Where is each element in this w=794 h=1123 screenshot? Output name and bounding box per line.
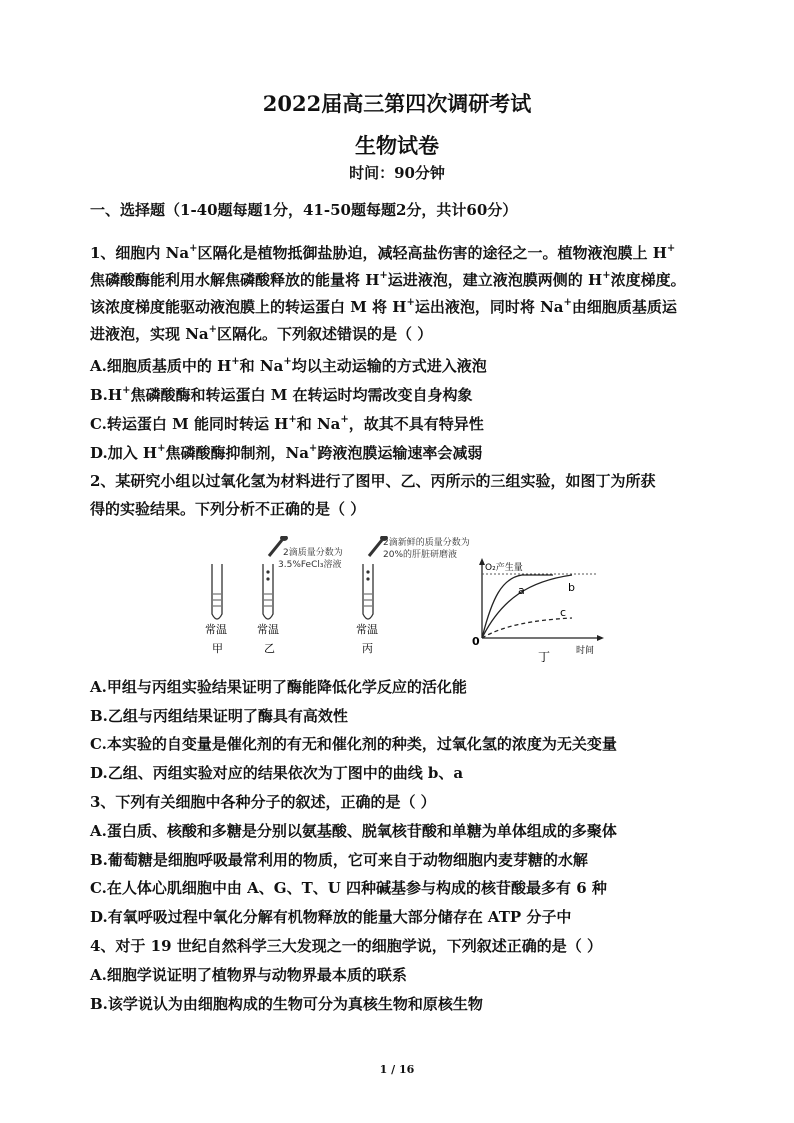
q2-option-d: D.乙组、丙组实验对应的结果依次为丁图中的曲线 b、a	[90, 764, 464, 782]
q3-option-b: B.葡萄糖是细胞呼吸最常利用的物质，它可来自于动物细胞内麦芽糖的水解	[90, 851, 588, 869]
q2-option-a: A.甲组与丙组实验结果证明了酶能降低化学反应的活化能	[90, 678, 467, 696]
q1-option-b: B.H+焦磷酸酶和转运蛋白 M 在转运时均需改变自身构象	[90, 385, 473, 404]
y-axis-label: O₂产生量	[485, 563, 523, 573]
q2-line-1: 2、某研究小组以过氧化氢为材料进行了图甲、乙、丙所示的三组实验，如图丁为所获	[90, 472, 656, 490]
curve-c	[482, 618, 572, 638]
dropper-label-yi-2: 3.5%FeCl₃溶液	[278, 560, 342, 570]
condition-yi: 常温	[257, 623, 279, 636]
q3-option-c: C.在人体心肌细胞中由 A、G、T、U 四种碱基参与构成的核苷酸最多有 6 种	[90, 879, 607, 897]
test-tube-jia	[212, 564, 222, 619]
q2-option-b: B.乙组与丙组结果证明了酶具有高效性	[90, 707, 348, 725]
q4-option-b: B.该学说认为由细胞构成的生物可分为真核生物和原核生物	[90, 995, 483, 1013]
dropper-label-bing-2: 20%的肝脏研磨液	[383, 550, 458, 560]
section-heading: 一、选择题（1-40题每题1分，41-50题每题2分，共计60分）	[90, 201, 518, 219]
q1-option-a: A.细胞质基质中的 H+和 Na+均以主动运输的方式进入液泡	[90, 356, 487, 375]
subject-title: 生物试卷	[355, 133, 439, 158]
curve-b-label: b	[568, 581, 575, 594]
q3-stem: 3、下列有关细胞中各种分子的叙述，正确的是（ ）	[90, 793, 436, 811]
q1-line-4: 进液泡，实现 Na+区隔化。下列叙述错误的是（ ）	[90, 324, 433, 343]
page-number: 1 / 16	[379, 1063, 415, 1076]
q1-option-c: C.转运蛋白 M 能同时转运 H+和 Na+，故其不具有特异性	[90, 414, 484, 433]
experiment-figure	[200, 536, 620, 664]
curve-a-label: a	[518, 584, 525, 597]
q1-line-1: 1、细胞内 Na+区隔化是植物抵御盐胁迫，减轻高盐伤害的途径之一。植物液泡膜上 H+	[90, 243, 676, 262]
q1-option-d: D.加入 H+焦磷酸酶抑制剂，Na+跨液泡膜运输速率会减弱	[90, 443, 483, 462]
label-bing: 丙	[362, 642, 373, 655]
test-tube-bing	[363, 564, 373, 619]
q1-line-3: 该浓度梯度能驱动液泡膜上的转运蛋白 M 将 H+运出液泡，同时将 Na+由细胞质基质运	[90, 297, 677, 316]
origin-label: 0	[472, 635, 480, 648]
dropper-label-yi-1: 2滴质量分数为	[283, 548, 343, 558]
label-yi: 乙	[264, 642, 275, 655]
condition-bing: 常温	[356, 623, 378, 636]
q1-line-2: 焦磷酸酶能利用水解焦磷酸释放的能量将 H+运进液泡，建立液泡膜两侧的 H+浓度梯度。	[90, 270, 686, 289]
label-ding: 丁	[538, 650, 551, 664]
q4-option-a: A.细胞学说证明了植物界与动物界最本质的联系	[90, 966, 407, 984]
exam-title: 2022届高三第四次调研考试	[262, 91, 532, 116]
q4-stem: 4、对于 19 世纪自然科学三大发现之一的细胞学说，下列叙述正确的是（ ）	[90, 937, 602, 955]
q3-option-a: A.蛋白质、核酸和多糖是分别以氨基酸、脱氧核苷酸和单糖为单体组成的多聚体	[90, 822, 617, 840]
curve-b	[482, 575, 572, 638]
test-tube-yi	[263, 564, 273, 619]
condition-jia: 常温	[205, 623, 227, 636]
x-axis-label: 时间	[576, 646, 595, 656]
time-limit: 时间：90分钟	[349, 164, 445, 182]
q3-option-d: D.有氧呼吸过程中氧化分解有机物释放的能量大部分储存在 ATP 分子中	[90, 908, 572, 926]
curve-c-label: c	[560, 606, 567, 619]
label-jia: 甲	[212, 642, 223, 655]
dropper-label-bing-1: 2滴新鲜的质量分数为	[383, 538, 470, 548]
q2-option-c: C.本实验的自变量是催化剂的有无和催化剂的种类，过氧化氢的浓度为无关变量	[90, 735, 617, 753]
q2-line-2: 得的实验结果。下列分析不正确的是（ ）	[90, 500, 366, 518]
